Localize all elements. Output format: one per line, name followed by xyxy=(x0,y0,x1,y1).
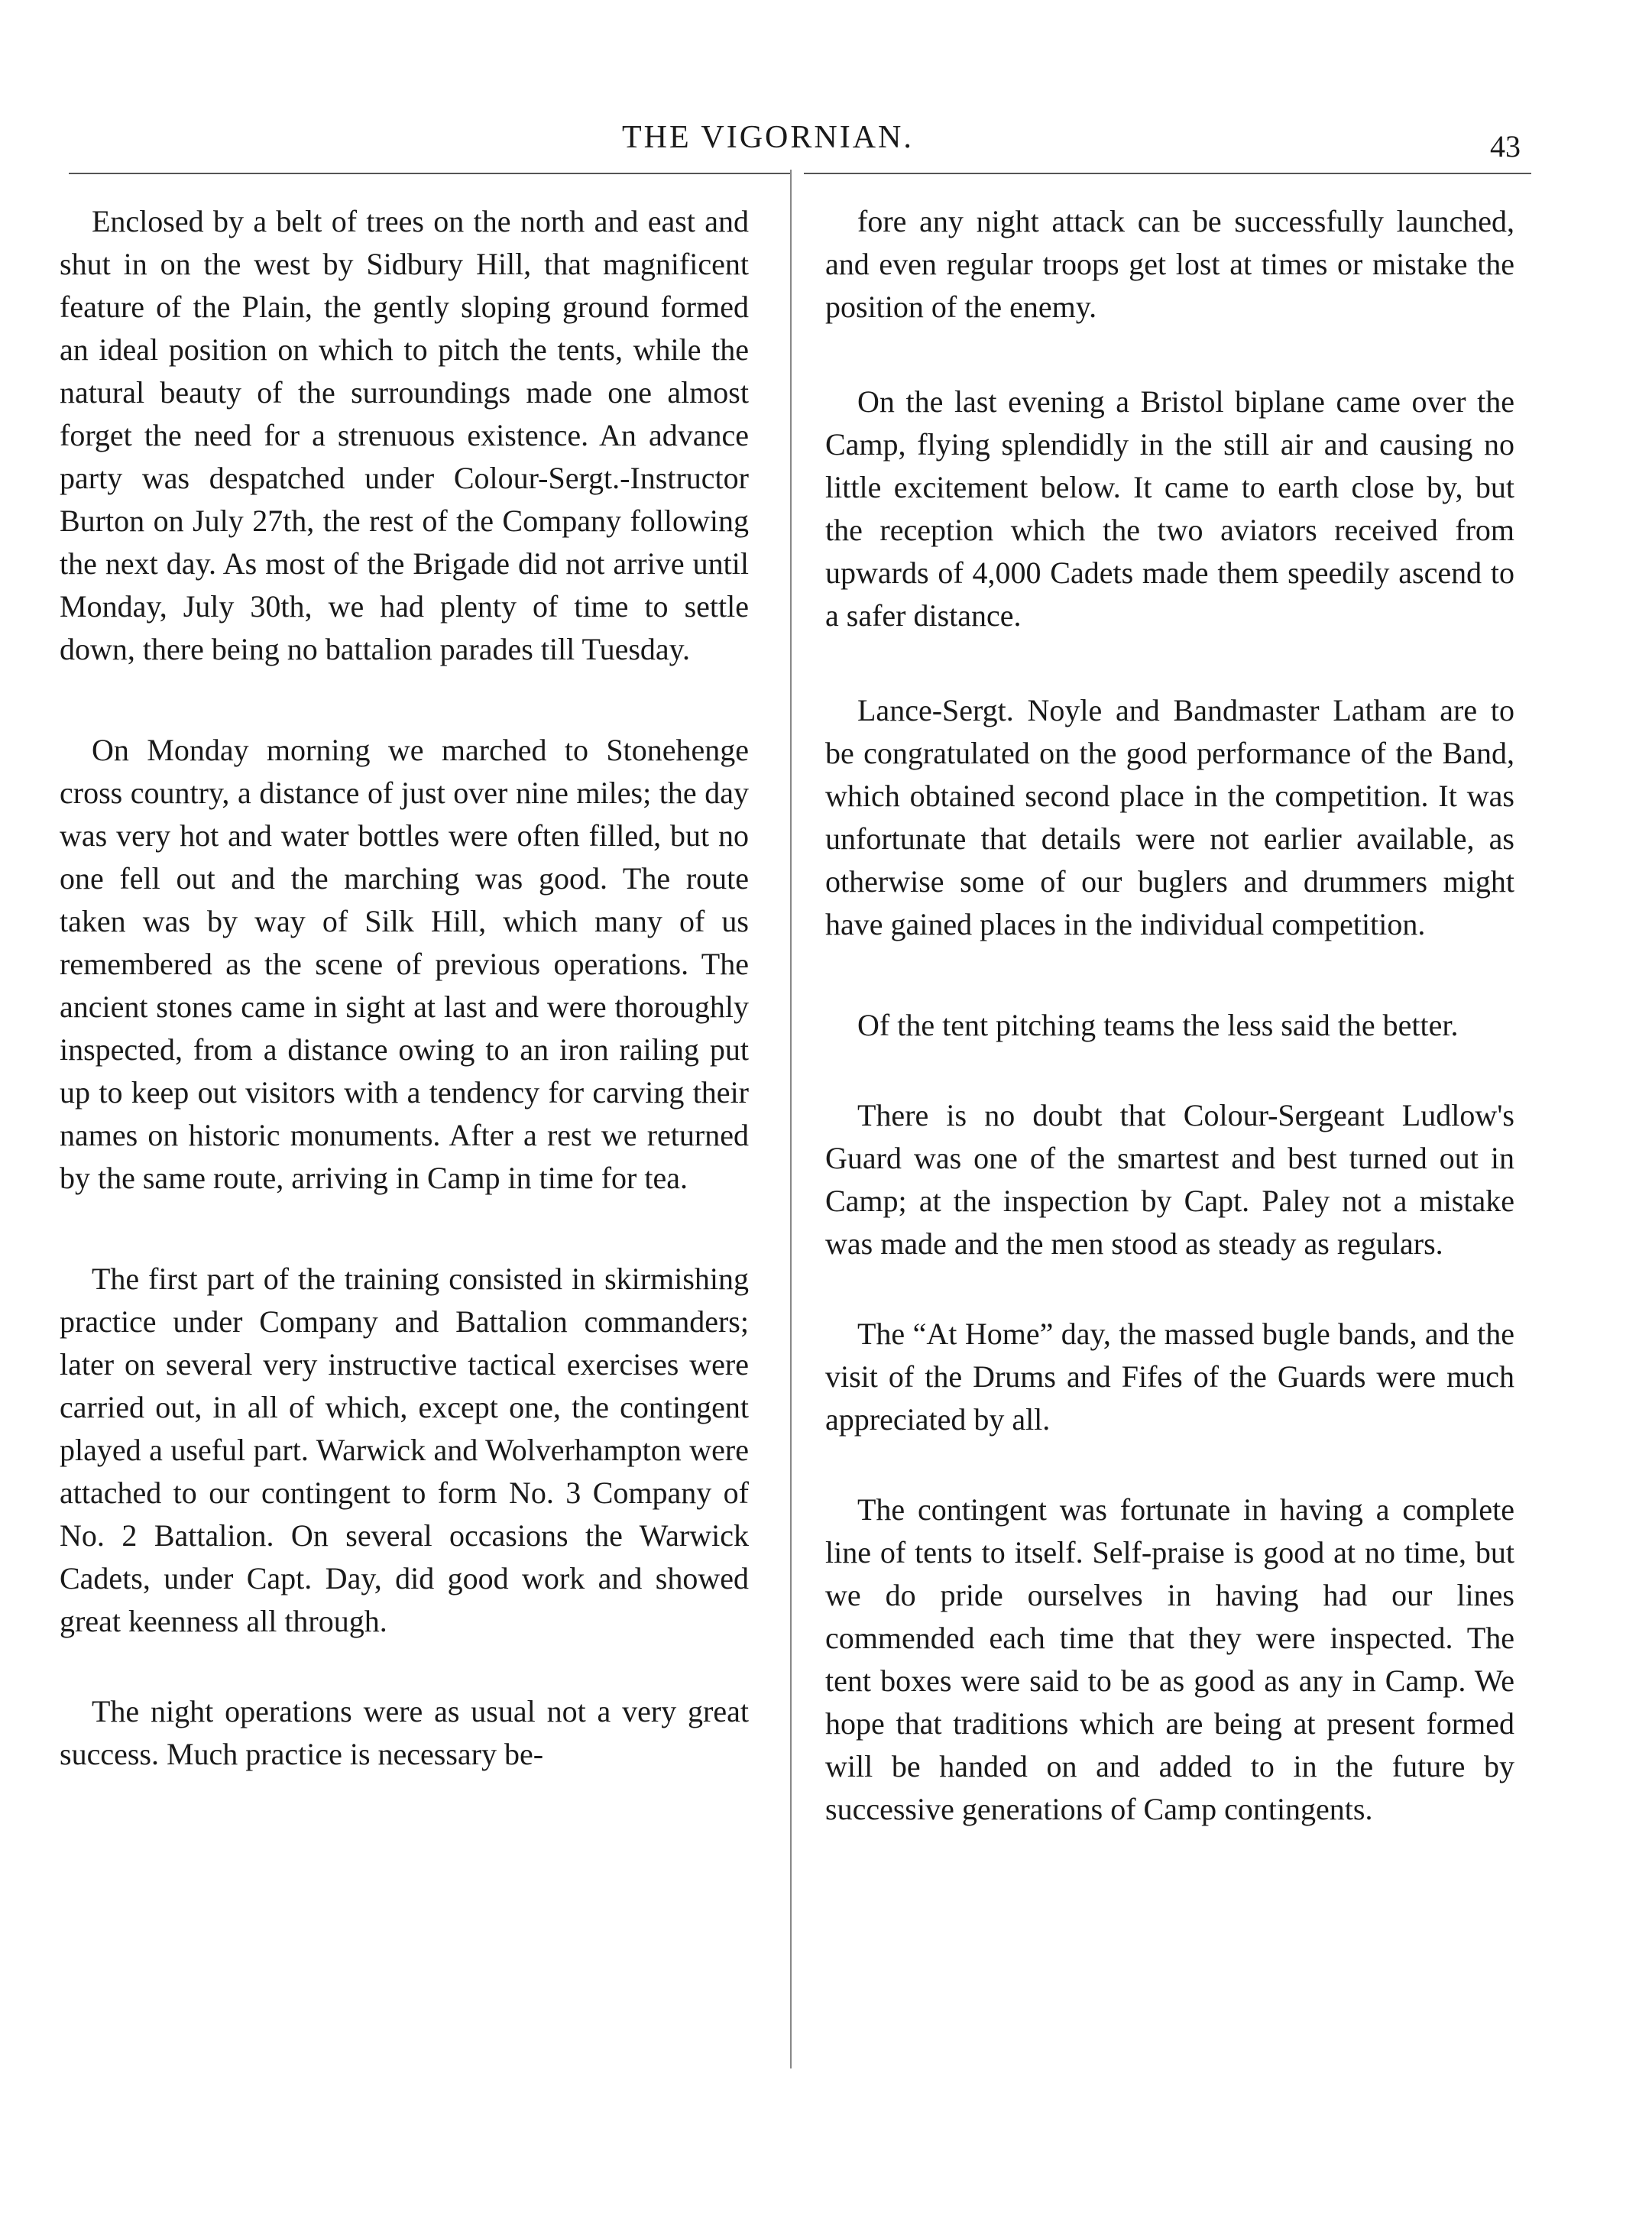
left-column xyxy=(60,200,749,1776)
paragraph-guard: There is no doubt that Colour-Sergeant Ludlow's Guard was one of the smartest and best turned out in Camp; at the inspection by Capt. Paley not a mistake was made and the men stood as steady as regulars. xyxy=(825,1098,1514,1261)
paragraph-stonehenge-march: On Monday morning we marched to Stonehenge cross country, a distance of just over nine miles; the day was very hot and water bottles were often filled, but no one fell out and the marching was good. The route taken was by way of Silk Hill, which many of us remembered as the scene of previous operations. The ancient stones came in sight at last and were thoroughly inspected, from a distance owing to an iron railing put up to keep out visitors with a tendency for carving their names on historic monuments. After a rest we returned by the same route, arriving in Camp in time for tea. xyxy=(60,733,749,1195)
paragraph-tent-lines: The contingent was fortunate in having a complete line of tents to itself. Self-praise is good at no time, but we do pride ourselves in having had our lines commended each time that they were inspected. The tent boxes were said to be as good as any in Camp. We hope that traditions which are being at present formed will be handed on and added to in the future by successive generations of Camp contingents. xyxy=(825,1492,1514,1826)
paragraph-at-home-day: The “At Home” day, the massed bugle bands, and the visit of the Drums and Fifes of the Guards were much appreciated by all. xyxy=(825,1317,1514,1437)
paragraph-biplane: On the last evening a Bristol biplane came over the Camp, flying splendidly in the still air and causing no little excitement below. It came to earth close by, but the reception which the two aviators received from upwards of 4,000 Cadets made them speedily ascend to a safer distance. xyxy=(825,384,1514,633)
right-column xyxy=(825,200,1514,1831)
paragraph-night-attack-continued: fore any night attack can be successfully launched, and even regular troops get lost at times or mistake the position of the enemy. xyxy=(825,204,1514,324)
paragraph-camp-site: Enclosed by a belt of trees on the north and east and shut in on the west by Sidbury Hill, that magnificent feature of the Plain, the gently sloping ground formed an ideal position on which to pitch the tents, while the natural beauty of the surroundings made one almost forget the need for a strenuous existence. An advance party was despatched under Colour-Sergt.-Instructor Burton on July 27th, the rest of the Company following the next day. As most of the Brigade did not arrive until Monday, July 30th, we had plenty of time to settle down, there being no battalion parades till Tuesday. xyxy=(60,204,749,666)
header-rule-right xyxy=(804,173,1531,174)
paragraph-night-operations: The night operations were as usual not a very great success. Much practice is necessary be- xyxy=(60,1694,749,1771)
page-number: 43 xyxy=(1490,129,1521,164)
header-rule-left xyxy=(69,173,792,174)
paragraph-tent-pitching: Of the tent pitching teams the less said the better. xyxy=(857,1008,1459,1042)
journal-title: THE VIGORNIAN. xyxy=(622,120,914,155)
running-header xyxy=(0,115,1652,164)
column-divider xyxy=(790,170,792,2068)
paragraph-band: Lance-Sergt. Noyle and Bandmaster Latham are to be congratulated on the good performance of the Band, which obtained second place in the competition. It was unfortunate that details were not earlier available, as otherwise some of our buglers and drummers might have gained places in the individual competition. xyxy=(825,693,1514,941)
paragraph-training: The first part of the training consisted in skirmishing practice under Company and Battalion commanders; later on several very instructive tactical exercises were carried out, in all of which, except one, the contingent played a useful part. Warwick and Wolverhampton were attached to our contingent to form No. 3 Company of No. 2 Battalion. On several occasions the Warwick Cadets, under Capt. Day, did good work and showed great keenness all through. xyxy=(60,1262,749,1638)
